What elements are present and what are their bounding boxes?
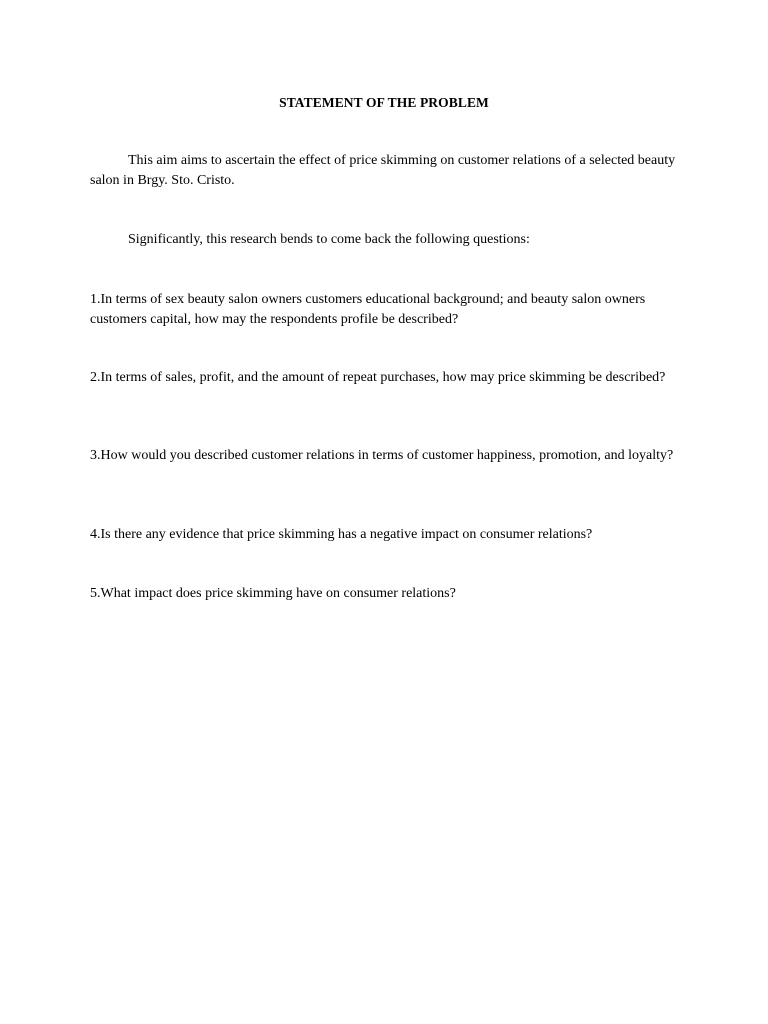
question-4: 4.Is there any evidence that price skimming has a negative impact on consumer relations? bbox=[90, 527, 593, 542]
question-5: 5.What impact does price skimming have on consumer relations? bbox=[90, 586, 456, 601]
page-title: STATEMENT OF THE PROBLEM bbox=[279, 95, 489, 110]
significance-paragraph: Significantly, this research bends to come back the following questions: bbox=[128, 232, 530, 247]
question-3: 3.How would you described customer relations in terms of customer happiness, promotion, and loyalty? bbox=[90, 448, 674, 463]
question-2: 2.In terms of sales, profit, and the amount of repeat purchases, how may price skimming be described? bbox=[90, 370, 666, 385]
intro-paragraph: This aim aims to ascertain the effect of price skimming on customer relations of a selected beauty salon in Brgy. Sto. Cristo. bbox=[90, 153, 676, 188]
question-1: 1.In terms of sex beauty salon owners customers educational background; and beauty salon owners customers capital, how may the respondents profile be described? bbox=[90, 292, 646, 327]
